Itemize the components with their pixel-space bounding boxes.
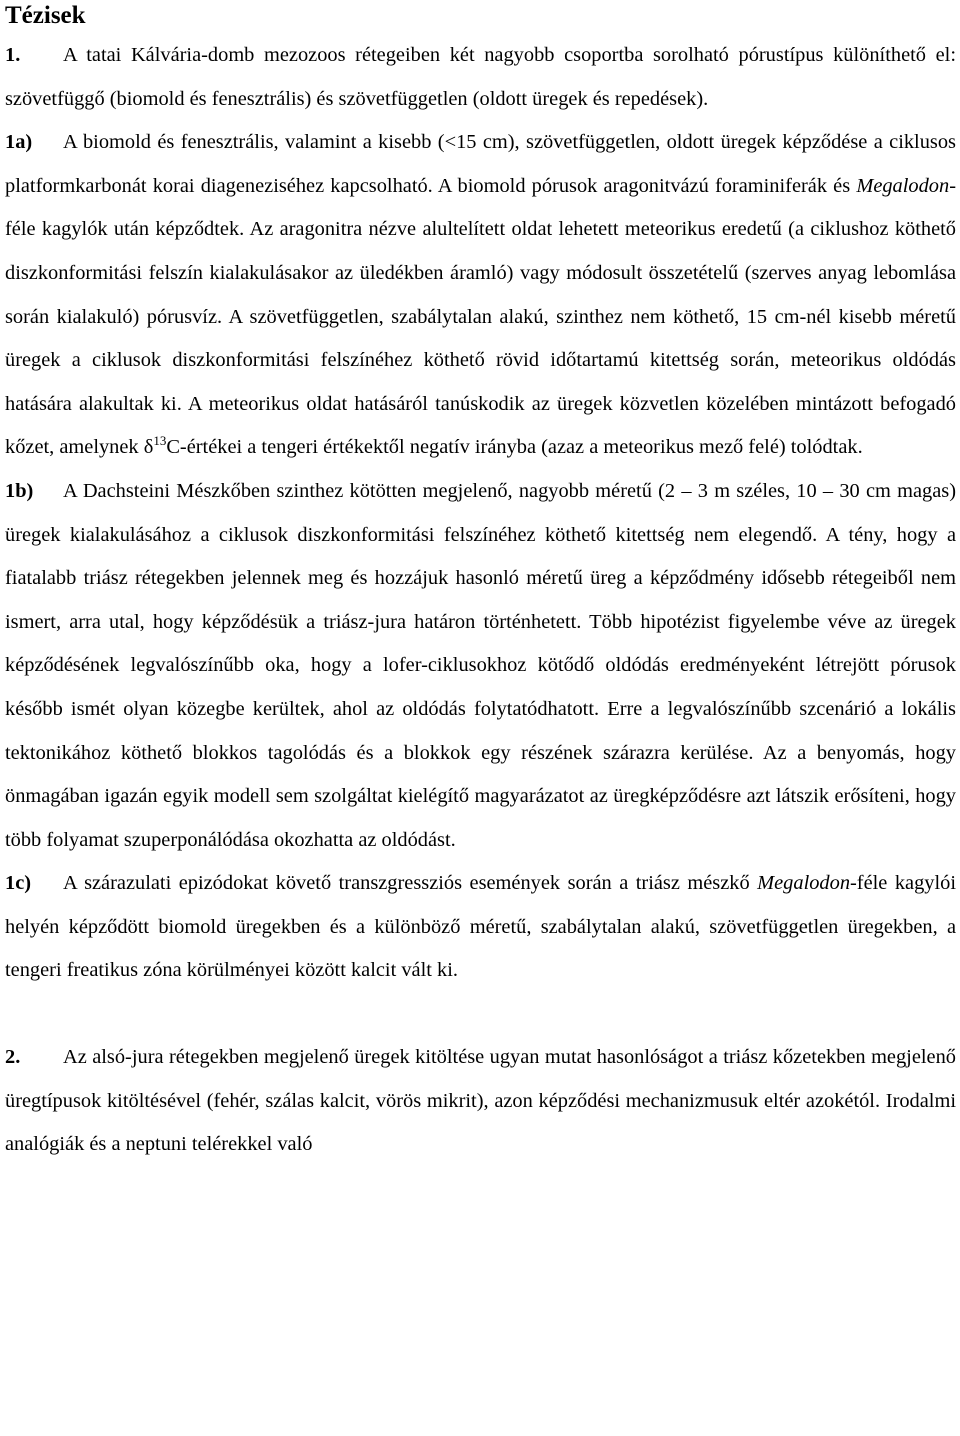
thesis-1a — [5, 121, 956, 470]
thesis-number: 1. — [5, 44, 21, 66]
paragraph-gap — [5, 993, 956, 1036]
genus-name: Megalodon — [856, 174, 950, 197]
thesis-2 — [5, 1036, 956, 1167]
thesis-text: A tatai Kálvária-domb mezozoos rétegeiben két nagyobb csoportba sorolható pórustípus különíthető el: szövetfüggő (biomold és fenesztrális) és szövetfüggetlen (oldott üregek és repedések). — [5, 44, 956, 110]
thesis-text-part: C-értékei a tengeri értékektől negatív irányba (azaz a meteorikus mező felé) tolódtak. — [166, 436, 863, 459]
thesis-text: A Dachsteini Mészkőben szinthez kötötten megjelenő, nagyobb méretű (2 – 3 m széles, 10 – 30 cm magas) üregek kialakulásához a ciklusok diszkonformitási felszínéhez köthető kitettség nem elegendő. A tény, hogy a fiatalabb triász rétegekben jelennek meg és hozzájuk hasonló méretű üreg a képződmény idősebb rétegeiből nem ismert, arra utal, hogy képződésük a triász-jura határon történhetett. Több hipotézist figyelembe véve az üregek képződésének legvalószínűbb oka, hogy a lofer-ciklusokhoz kötődő oldódás eredményeként létrejött pórusok később ismét olyan közegbe kerültek, ahol az oldódás folytatódhatott. Erre a legvalószínűbb szcenárió a lokális tektonikához köthető blokkos tagolódás és a blokkok egy részének szárazra kerülése. Az a benyomás, hogy önmagában igazán egyik modell sem szolgáltat kielégítő magyarázatot az üregképződésre azt látszik erősíteni, hogy több folyamat szuperponálódása okozhatta az oldódást. — [5, 479, 956, 851]
thesis-text-part: -féle kagylók után képződtek. Az aragonitra nézve alultelített oldat lehetett meteorikus eredetű (a ciklushoz köthető diszkonformitási felszín kialakulásakor az üledékben áramló) vagy módosult összetételű (szerves anyag lebomlása során kialakuló) pórusvíz. A szövetfüggetlen, szabálytalan alakú, szinthez nem köthető, 15 cm-nél kisebb méretű üregek a ciklusok diszkonformitási felszínéhez köthető rövid időtartamú kitettség során, meteorikus oldódás hatására alakultak ki. A meteorikus oldat hatásáról tanúskodik az üregek közvetlen közelében mintázott befogadó kőzet, amelynek — [5, 174, 956, 459]
delta-symbol: δ — [143, 436, 154, 459]
thesis-1 — [5, 34, 956, 121]
thesis-number: 1c) — [5, 872, 32, 895]
document-page — [5, 0, 956, 1167]
thesis-1b — [5, 470, 956, 862]
thesis-text: Az alsó-jura rétegekben megjelenő üregek kitöltése ugyan mutat hasonlóságot a triász kőzetekben megjelenő üregtípusok kitöltésével (fehér, szálas kalcit, vörös mikrit), azon képződési mechanizmusuk eltér azokétól. Irodalmi analógiák és a neptuni telérekkel való — [5, 1046, 956, 1156]
thesis-number: 1a) — [5, 131, 33, 154]
page-title: Tézisek — [5, 2, 86, 29]
isotope-superscript: 13 — [153, 433, 167, 449]
thesis-text-part: A szárazulati epizódokat követő transzgressziós események során a triász mészkő — [63, 872, 758, 895]
thesis-1c — [5, 862, 956, 993]
thesis-text-part: -féle kagylói helyén képződött biomold üregekben és a különböző méretű, szabálytalan alakú, szövetfüggetlen üregekben, a tengeri freatikus zóna körülményei között kalcit vált ki. — [5, 872, 956, 982]
thesis-text-part: A biomold és fenesztrális, valamint a kisebb (<15 cm), szövetfüggetlen, oldott üregek képződése a ciklusos platformkarbonát korai diageneziséhez kapcsolható. A biomold pórusok aragonitvázú foraminiferák és — [5, 131, 956, 197]
genus-name: Megalodon — [757, 872, 851, 895]
thesis-number: 2. — [5, 1046, 21, 1069]
thesis-number: 1b) — [5, 479, 34, 502]
